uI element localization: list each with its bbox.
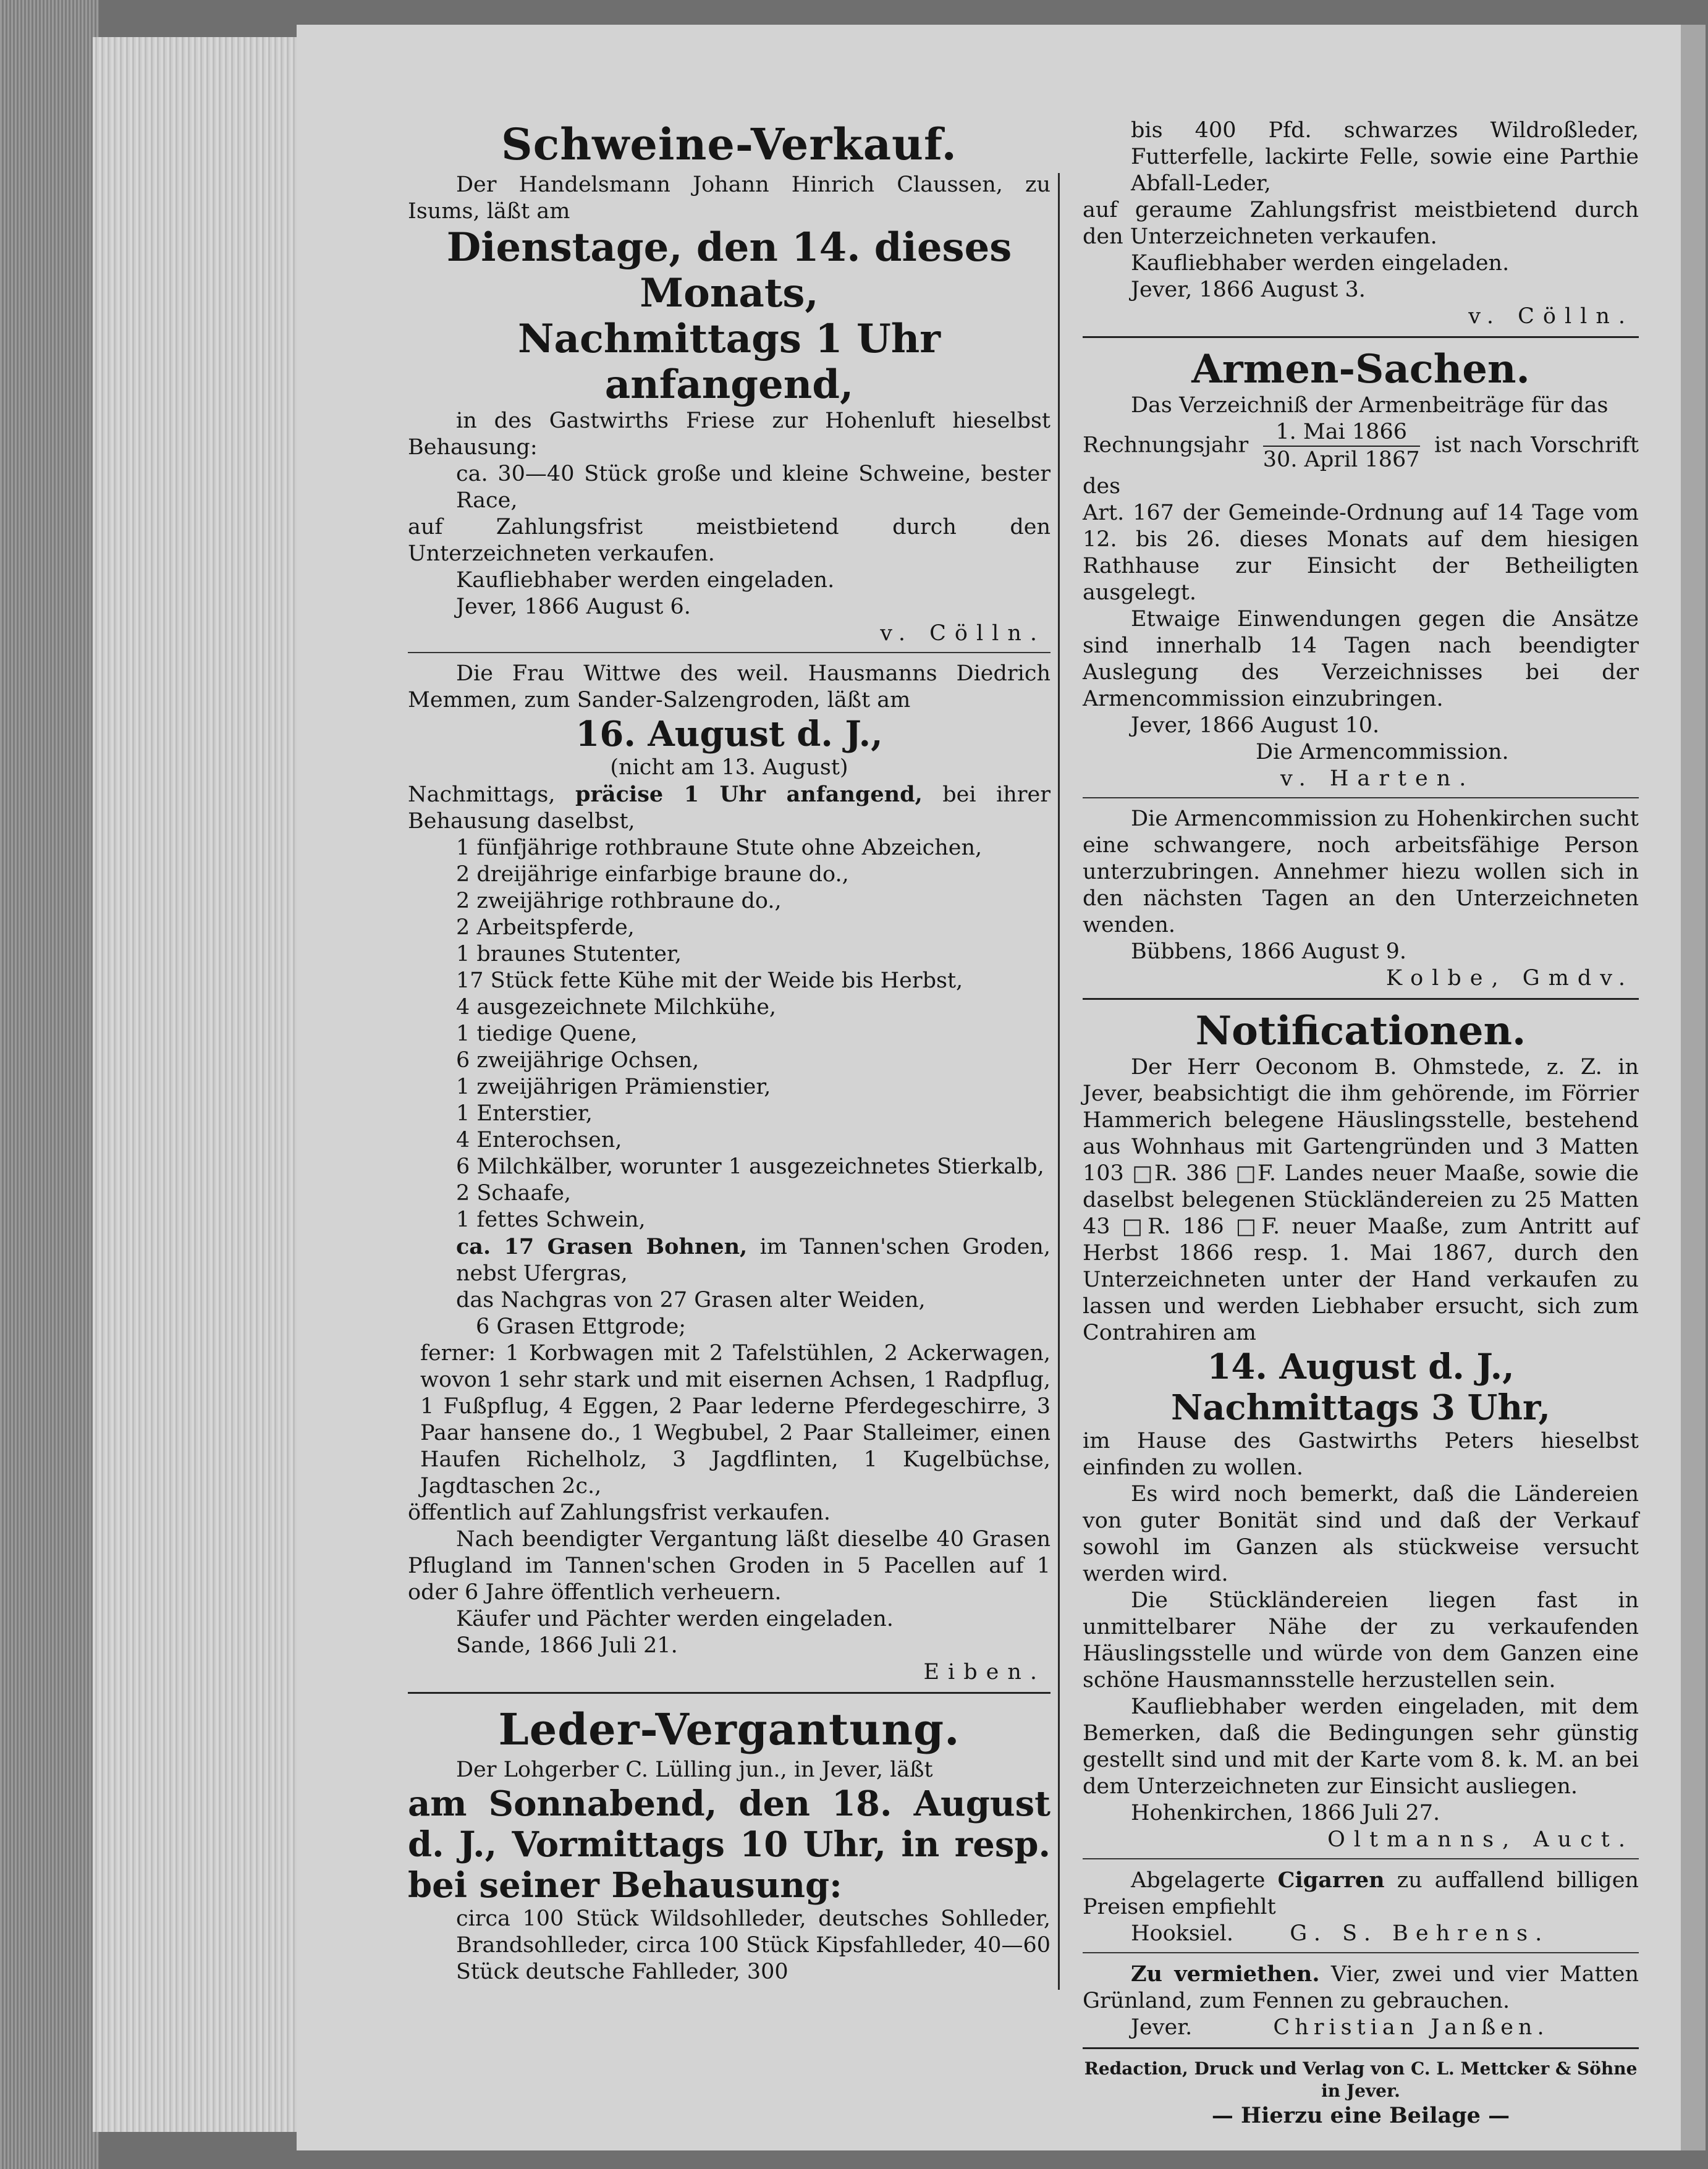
ad-terms: auf geraume Zahlungsfrist meistbietend durch den Unterzeichneten verkaufen. xyxy=(1083,198,1639,249)
list-item: 4 ausgezeichnete Milchkühe, xyxy=(456,995,777,1020)
fraction-suffix: ist nach Vorschrift des xyxy=(1083,433,1639,499)
ad-items: circa 100 Stück Wildsohlleder, deutsches Sohlleder, Brandsohlleder, circa 100 Stück Kipsfahlleder, 40—60 Stück deutsche Fahlleder, 300 xyxy=(456,1906,1051,1984)
ad-place-date: Sande, 1866 Juli 21. xyxy=(456,1633,678,1658)
ad-place-date: Jever, 1866 August 6. xyxy=(456,594,691,619)
ad-paragraph: Die Stückländereien liegen fast in unmittelbarer Nähe der zu verkaufenden Häuslingsstelle und würde von dem Ganzen eine schöne Hausmannsstelle herzustellen sein. xyxy=(1083,1588,1639,1693)
ad-separator xyxy=(1083,1858,1639,1859)
ad-objections: Etwaige Einwendungen gegen die Ansätze sind innerhalb 14 Tagen nach beendigter Auslegung des Verzeichnisses bei der Armencommission einzubringen. xyxy=(1083,607,1639,711)
ad-body-post: zu auffallend billigen Preisen empfiehlt xyxy=(1083,1868,1639,1919)
list-item: 17 Stück fette Kühe mit der Weide bis Herbst, xyxy=(456,968,963,993)
ad-place-date: Jever, 1866 August 3. xyxy=(1131,277,1366,302)
ad-separator xyxy=(1083,797,1639,798)
ad-signature: Christian Janßen. xyxy=(1273,2015,1549,2040)
ad-signature: Kolbe, Gmdv. xyxy=(1385,966,1634,991)
ad-items-continued: bis 400 Pfd. schwarzes Wildroßleder, Futterfelle, lackirte Felle, sowie eine Parthie Abfall-Leder, xyxy=(1131,118,1639,196)
ad-title: Notificationen. xyxy=(1195,1008,1526,1054)
ad-intro: Die Frau Wittwe des weil. Hausmanns Diedrich Memmen, zum Sander-Salzengroden, läßt am xyxy=(408,661,1051,712)
list-item: das Nachgras von 27 Grasen alter Weiden, xyxy=(456,1288,926,1313)
ad-notificationen xyxy=(1083,1008,1639,1853)
ad-body-bold: Zu vermiethen. xyxy=(1131,1961,1320,1987)
ad-armen-sachen xyxy=(1083,347,1639,792)
list-item: 2 Arbeitspferde, xyxy=(456,915,635,940)
ad-time-line: Nachmittags 1 Uhr anfangend, xyxy=(517,316,941,408)
ad-place-date: Jever, 1866 August 10. xyxy=(1131,713,1380,738)
ad-body: Die Armencommission zu Hohenkirchen sucht eine schwangere, noch arbeitsfähige Person unterzubringen. Annehmer hiezu wollen sich in den nächsten Tagen an den Unterzeichneten wenden. xyxy=(1083,806,1639,937)
ad-time-pre: Nachmittags, xyxy=(408,782,556,807)
right-column xyxy=(1083,117,1639,2129)
ad-paragraph: Kaufliebhaber werden eingeladen, mit dem Bemerken, daß die Bedingungen sehr günstig gestellt sind und mit der Karte vom 8. k. M. an bei dem Unterzeichneten zur Einsicht ausliegen. xyxy=(1083,1694,1639,1799)
ad-separator xyxy=(1083,1952,1639,1953)
beans-bold: ca. 17 Grasen Bohnen, xyxy=(456,1234,748,1259)
book-page-edges xyxy=(0,0,99,2169)
list-item: 2 dreijährige einfarbige braune do., xyxy=(456,862,849,887)
ad-fraction-line xyxy=(1083,419,1639,500)
list-item: 6 zweijährige Ochsen, xyxy=(456,1048,700,1073)
list-item: 6 Milchkälber, worunter 1 ausgezeichnetes Stierkalb, xyxy=(456,1154,1044,1179)
ad-place-date: Bübbens, 1866 August 9. xyxy=(1131,939,1407,964)
ad-item: ca. 30—40 Stück große und kleine Schweine, bester Race, xyxy=(456,462,1051,513)
ad-zu-vermiethen xyxy=(1083,1961,1639,2041)
ad-body: Der Herr Oeconom B. Ohmstede, z. Z. in Jever, beabsichtigt die ihm gehörende, im Förrier Hammerich belegene Häuslingsstelle, bestehend aus Wohnhaus mit Gartengründen und 3 Matten 103 □R. 386 □F. Landes neuer Maaße, sowie die daselbst belegenen Stückländereien zu 25 Matten 43 □R. 186 □F. neuer Maaße, zum Antritt auf Herbst 1866 resp. 1. Mai 1867, durch den Unterzeichneten unter der Hand verkaufen zu lassen und werden Liebhaber ersucht, sich zum Contrahiren am xyxy=(1083,1055,1639,1345)
ad-body xyxy=(1083,1961,1639,2015)
ad-time-bold: präcise 1 Uhr anfangend, xyxy=(575,782,923,807)
ad-separator xyxy=(1083,998,1639,1000)
ad-invite: Kaufliebhaber werden eingeladen. xyxy=(1131,251,1510,276)
imprint-footer xyxy=(1083,2058,1639,2129)
ad-leder-continued xyxy=(1083,117,1639,330)
ad-title: Leder-Vergantung. xyxy=(498,1704,960,1755)
ad-signature: v. Cölln. xyxy=(1468,304,1634,329)
list-item: 2 Schaafe, xyxy=(456,1181,572,1206)
ad-terms: auf Zahlungsfrist meistbietend durch den Unterzeichneten verkaufen. xyxy=(408,515,1051,566)
ad-date-line: Dienstage, den 14. dieses Monats, xyxy=(446,224,1012,316)
imprint: Redaction, Druck und Verlag von C. L. Mettcker & Söhne in Jever. xyxy=(1084,2058,1638,2101)
ad-line: Das Verzeichniß der Armenbeiträge für das xyxy=(1131,393,1609,418)
ad-intro: Der Handelsmann Johann Hinrich Claussen, zu Isums, läßt am xyxy=(408,172,1051,224)
ad-date-line: 16. August d. J., xyxy=(575,714,883,755)
ad-signature: v. Harten. xyxy=(1280,766,1475,791)
ad-signature: Eiben. xyxy=(923,1660,1046,1685)
ad-invite: Käufer und Pächter werden eingeladen. xyxy=(456,1607,894,1631)
ad-body-bold: Cigarren xyxy=(1277,1867,1385,1893)
list-item: 1 braunes Stutenter, xyxy=(456,942,682,966)
ad-location: im Hause des Gastwirths Peters hieselbst einfinden zu wollen. xyxy=(1083,1429,1639,1480)
list-item: 1 fettes Schwein, xyxy=(456,1207,646,1232)
ad-time-post: bei ihrer Behausung daselbst, xyxy=(408,782,1051,834)
ad-note: (nicht am 13. August) xyxy=(610,755,848,780)
ad-date-line: 14. August d. J., Nachmittags 3 Uhr, xyxy=(1171,1347,1550,1428)
ad-place: Hooksiel. xyxy=(1131,1921,1234,1946)
ad-place: Jever. xyxy=(1131,2015,1193,2040)
ad-armencommission-hohenkirchen xyxy=(1083,806,1639,992)
book-page-stack xyxy=(93,37,309,2132)
ad-intro: Der Lohgerber C. Lülling jun., in Jever, läßt xyxy=(456,1757,933,1782)
list-item: 1 Enterstier, xyxy=(456,1101,593,1126)
list-item: 2 zweijährige rothbraune do., xyxy=(456,889,782,913)
ad-body: Art. 167 der Gemeinde-Ordnung auf 14 Tage vom 12. bis 26. dieses Monats auf dem hiesigen Rathhause zur Einsicht der Betheiligten ausgelegt. xyxy=(1083,501,1639,605)
ad-paragraph: Es wird noch bemerkt, daß die Ländereien von guter Bonität sind und daß der Verkauf sowohl im Ganzen als stückweise versucht werden wird. xyxy=(1083,1482,1639,1586)
ad-terms: öffentlich auf Zahlungsfrist verkaufen. xyxy=(408,1500,831,1525)
ad-memmen-auction xyxy=(408,661,1051,1686)
ad-body xyxy=(1083,1867,1639,1921)
ad-cigarren xyxy=(1083,1867,1639,1947)
fraction-numerator: 1. Mai 1866 xyxy=(1263,419,1420,447)
ad-separator xyxy=(408,652,1051,653)
ad-signature: Oltmanns, Auct. xyxy=(1327,1827,1634,1852)
ad-title: Schweine-Verkauf. xyxy=(501,119,957,170)
list-item: 4 Enterochsen, xyxy=(456,1128,622,1152)
ad-separator xyxy=(1083,336,1639,338)
list-item: 1 tiedige Quene, xyxy=(456,1021,638,1046)
fraction-denominator: 30. April 1867 xyxy=(1262,447,1420,472)
list-item: 1 fünfjährige rothbraune Stute ohne Abzeichen, xyxy=(456,835,983,860)
ad-organization: Die Armencommission. xyxy=(1256,740,1509,764)
beans-rest: im Tannen'schen Groden, nebst Ufergras, xyxy=(456,1235,1051,1286)
ad-place-date: Hohenkirchen, 1866 Juli 27. xyxy=(1131,1801,1440,1825)
ad-body-pre: Abgelagerte xyxy=(1131,1868,1266,1893)
list-item: 1 zweijährigen Prämienstier, xyxy=(456,1075,771,1099)
ad-body-rest: Vier, zwei und vier Matten Grünland, zum Fennen zu gebrauchen. xyxy=(1083,1962,1639,2013)
ad-invite: Kaufliebhaber werden eingeladen. xyxy=(456,568,835,593)
ad-equipment: ferner: 1 Korbwagen mit 2 Tafelstühlen, 2 Ackerwagen, wovon 1 sehr stark und mit eisernen Achsen, 1 Radpflug, 1 Fußpflug, 4 Eggen, 2 Paar lederne Pferdegeschirre, 3 Paar hansene do., 1 Wegbubel, 2 Paar Stalleimer, einen Haufen Richelholz, 3 Jagdflinten, 1 Kugelbüchse, Jagdtaschen 2c., xyxy=(420,1341,1051,1499)
ad-leder-vergantung xyxy=(408,1702,1051,1985)
list-item: 6 Grasen Ettgrode; xyxy=(476,1314,687,1339)
ad-extra: Nach beendigter Vergantung läßt dieselbe 40 Grasen Pflugland im Tannen'schen Groden in 5 Pacellen auf 1 oder 6 Jahre öffentlich verheuern. xyxy=(408,1527,1051,1605)
ad-signature: G. S. Behrens. xyxy=(1290,1921,1550,1946)
column-divider xyxy=(1058,173,1060,1990)
ad-title: Armen-Sachen. xyxy=(1191,346,1530,392)
newspaper-page xyxy=(297,25,1706,2150)
ad-location: in des Gastwirths Friese zur Hohenluft hieselbst Behausung: xyxy=(408,408,1051,460)
left-column xyxy=(408,117,1051,1985)
period-fraction xyxy=(1263,419,1420,473)
fraction-prefix: Rechnungsjahr xyxy=(1083,433,1249,458)
ad-date-line: am Sonnabend, den 18. August d. J., Vormittags 10 Uhr, in resp. bei seiner Behausung: xyxy=(408,1783,1051,1906)
list-item xyxy=(408,1233,1051,1287)
ad-time-line xyxy=(408,781,1051,835)
ad-schweine-verkauf xyxy=(408,117,1051,647)
ad-sign-line xyxy=(1083,1921,1639,1947)
supplement-note: — Hierzu eine Beilage — xyxy=(1211,2103,1510,2128)
ad-signature: v. Cölln. xyxy=(880,621,1046,646)
ad-sign-line xyxy=(1083,2015,1639,2041)
footer-separator xyxy=(1083,2047,1639,2049)
ad-separator xyxy=(408,1692,1051,1694)
